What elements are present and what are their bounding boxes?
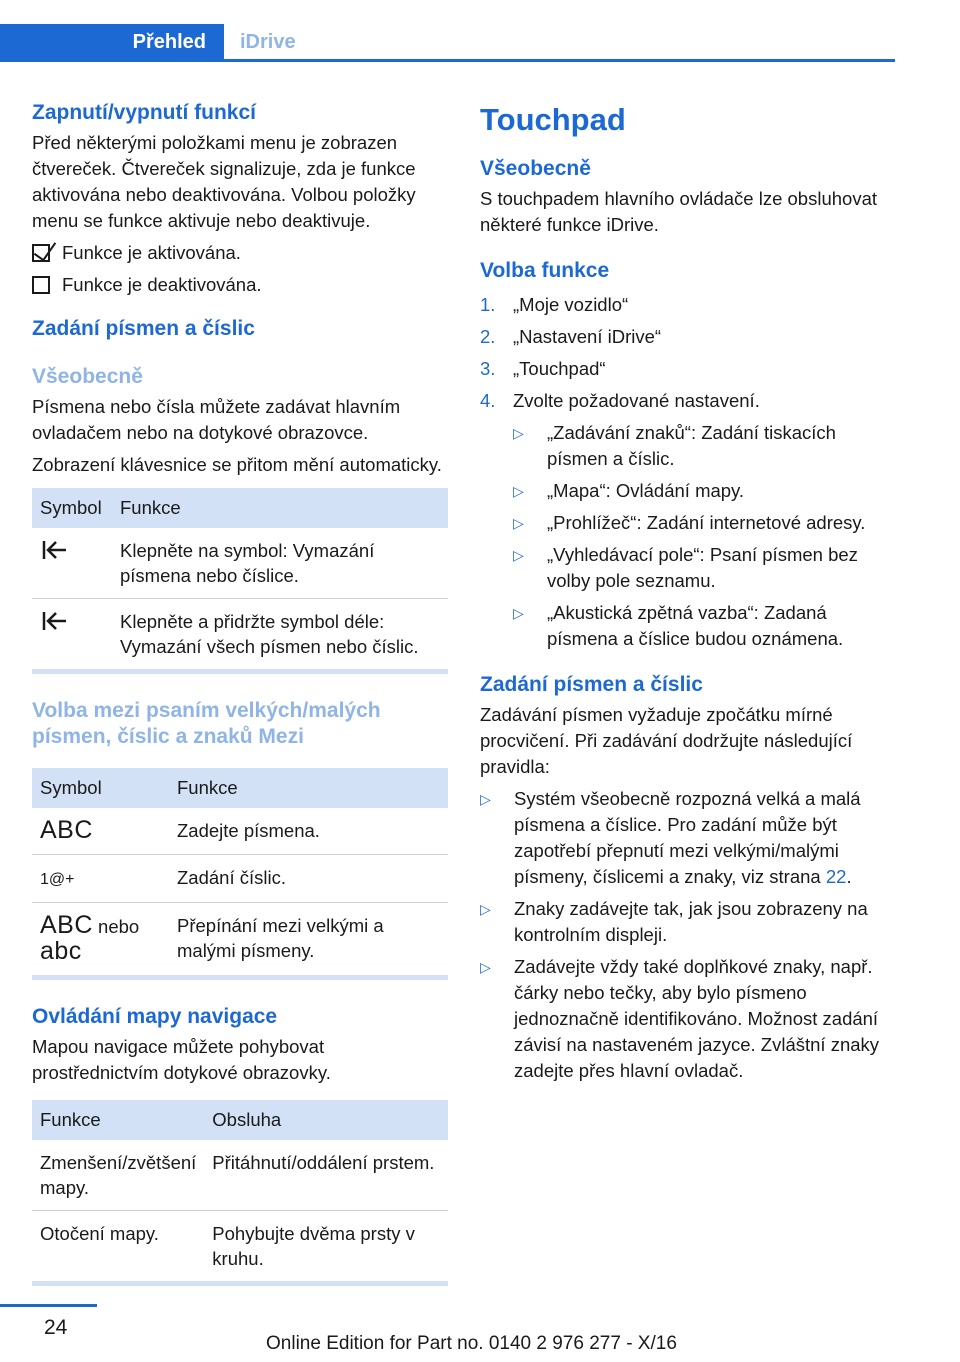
section-title-touchpad: Touchpad bbox=[480, 102, 626, 137]
checkbox-checked-icon bbox=[32, 244, 50, 262]
section-title-onoff: Zapnutí/vypnutí funkcí bbox=[32, 101, 256, 124]
rules-list bbox=[480, 786, 896, 1084]
checkbox-empty-icon bbox=[32, 276, 50, 294]
list-item: 4. Zvolte požadované nastavení. bbox=[480, 390, 760, 411]
table-row bbox=[32, 808, 448, 855]
table-row bbox=[32, 1211, 448, 1282]
table-cell: Přitáhnutí/oddálení prstem. bbox=[204, 1140, 448, 1211]
table-header: Symbol bbox=[32, 768, 169, 808]
symbol-table-2 bbox=[32, 768, 448, 975]
table-row bbox=[32, 1140, 448, 1211]
check-on-label: Funkce je aktivována. bbox=[62, 242, 241, 263]
section-title-input: Zadání písmen a číslic bbox=[32, 317, 255, 340]
onoff-text: Před některými položkami menu je zobrazen čtvereček. Čtvereček signalizuje, zda je funkce aktivována nebo deaktivována. Volbou položky menu se funkce aktivuje nebo deaktivuje. bbox=[32, 132, 416, 231]
backspace-icon bbox=[40, 538, 70, 562]
backspace-icon bbox=[40, 609, 70, 633]
check-off-row bbox=[32, 272, 448, 298]
subsection-function-select: Volba funkce bbox=[480, 259, 610, 282]
table-header: Funkce bbox=[169, 768, 448, 808]
list-item: 2. „Nastavení iDrive“ bbox=[480, 326, 662, 347]
subsection-input-touchpad: Zadání písmen a číslic bbox=[480, 673, 703, 696]
tab-bar bbox=[0, 24, 895, 62]
triangle-bullet-icon: ▷ bbox=[513, 605, 524, 621]
input-text-1: Písmena nebo čísla můžete zadávat hlavním ovladačem nebo na dotykové obrazovce. bbox=[32, 396, 401, 443]
rules-intro: Zadávání písmen vyžaduje zpočátku mírné procvičení. Při zadávání dodržujte následující pravidla: bbox=[480, 704, 853, 777]
triangle-bullet-icon: ▷ bbox=[513, 515, 524, 531]
list-item: ▷ „Zadávání znaků“: Zadání tiskacích písmen a číslic. bbox=[480, 420, 896, 472]
page-number: 24 bbox=[44, 1316, 68, 1339]
lowercase-abc-icon: abc bbox=[40, 937, 82, 965]
left-column bbox=[32, 100, 448, 1286]
table-cell: Otočení mapy. bbox=[40, 1223, 159, 1244]
list-item: ▷ „Akustická zpětná vazba“: Zadaná písmena a číslice budou oznámena. bbox=[480, 600, 896, 652]
touchpad-text: S touchpadem hlavního ovládače lze obsluhovat některé funkce iDrive. bbox=[480, 188, 877, 235]
table-end-bar bbox=[32, 1281, 448, 1286]
table-row bbox=[32, 855, 448, 903]
triangle-bullet-icon: ▷ bbox=[513, 547, 524, 563]
table-cell: Zadejte písmena. bbox=[169, 808, 448, 855]
subsection-general: Všeobecně bbox=[480, 157, 591, 180]
list-item: ▷ „Prohlížeč“: Zadání internetové adresy. bbox=[480, 510, 896, 536]
check-off-label: Funkce je deaktivována. bbox=[62, 274, 262, 295]
list-item: ▷ Systém všeobecně rozpozná velká a malá písmena a číslice. Pro zadání může být zapotřebí přepnutí mezi velkými/malými písmeny, číslicemi a znaky, viz strana 22. bbox=[480, 786, 896, 890]
tab-idrive[interactable]: iDrive bbox=[240, 31, 296, 53]
steps-list bbox=[480, 292, 896, 414]
footer-line bbox=[0, 1304, 97, 1307]
table-cell: Klepněte a přidržte symbol déle: Vymazání všech písmen nebo číslic. bbox=[120, 611, 419, 657]
table-row bbox=[32, 528, 448, 599]
uppercase-abc-icon: ABC bbox=[40, 816, 93, 844]
uppercase-abc-icon: ABC bbox=[40, 911, 93, 939]
right-column bbox=[480, 100, 896, 1090]
section-title-map: Ovládání mapy navigace bbox=[32, 1005, 278, 1028]
map-text: Mapou navigace můžete pohybovat prostřednictvím dotykové obrazovky. bbox=[32, 1036, 331, 1083]
table-header: Obsluha bbox=[204, 1100, 448, 1140]
check-on-row bbox=[32, 240, 448, 266]
table-row bbox=[32, 903, 448, 976]
table-end-bar bbox=[32, 669, 448, 674]
edition-text: Online Edition for Part no. 0140 2 976 277 - X/16 bbox=[266, 1333, 677, 1354]
list-item: ▷ „Mapa“: Ovládání mapy. bbox=[480, 478, 896, 504]
table-cell: Klepněte na symbol: Vymazání písmena nebo číslice. bbox=[112, 528, 448, 599]
triangle-bullet-icon: ▷ bbox=[513, 483, 524, 499]
list-item: ▷ Znaky zadávejte tak, jak jsou zobrazeny na kontrolním displeji. bbox=[480, 896, 896, 948]
table-header: Funkce bbox=[32, 1100, 204, 1140]
map-table bbox=[32, 1100, 448, 1281]
table-row bbox=[32, 599, 448, 670]
table-cell: Zadání číslic. bbox=[169, 855, 448, 903]
input-text-2: Zobrazení klávesnice se přitom mění automaticky. bbox=[32, 454, 442, 475]
nebo-label: nebo bbox=[98, 916, 140, 937]
tab-prehled[interactable]: Přehled bbox=[0, 24, 224, 60]
page-link[interactable]: 22 bbox=[825, 866, 847, 887]
table-cell: Zmenšení/zvětšení mapy. bbox=[32, 1140, 204, 1211]
triangle-bullet-icon: ▷ bbox=[480, 901, 491, 917]
table-cell: Pohybujte dvěma prsty v kruhu. bbox=[212, 1223, 415, 1269]
symbol-table-1 bbox=[32, 488, 448, 669]
table-cell: Přepínání mezi velkými a malými písmeny. bbox=[177, 915, 384, 961]
list-item: ▷ „Vyhledávací pole“: Psaní písmen bez volby pole seznamu. bbox=[480, 542, 896, 594]
list-item: ▷ Zadávejte vždy také doplňkové znaky, např. čárky nebo tečky, aby bylo písmeno jednoznačně identifikováno. Možnost zadání závisí na nastaveném jazyce. Zvláštní znaky zadejte přes hlavní ovladač. bbox=[480, 954, 896, 1084]
settings-sublist bbox=[480, 420, 896, 652]
list-item: 1. „Moje vozidlo“ bbox=[480, 294, 629, 315]
triangle-bullet-icon: ▷ bbox=[480, 959, 491, 975]
table-header: Funkce bbox=[112, 488, 448, 528]
triangle-bullet-icon: ▷ bbox=[480, 791, 491, 807]
table-header: Symbol bbox=[32, 488, 112, 528]
list-item: 3. „Touchpad“ bbox=[480, 358, 606, 379]
section-title-case: Volba mezi psaním velkých/malých písmen, číslic a znaků Mezi bbox=[32, 699, 381, 748]
subsection-general: Všeobecně bbox=[32, 365, 143, 388]
numbers-symbols-icon: 1@+ bbox=[40, 871, 75, 888]
table-end-bar bbox=[32, 975, 448, 980]
triangle-bullet-icon: ▷ bbox=[513, 425, 524, 441]
